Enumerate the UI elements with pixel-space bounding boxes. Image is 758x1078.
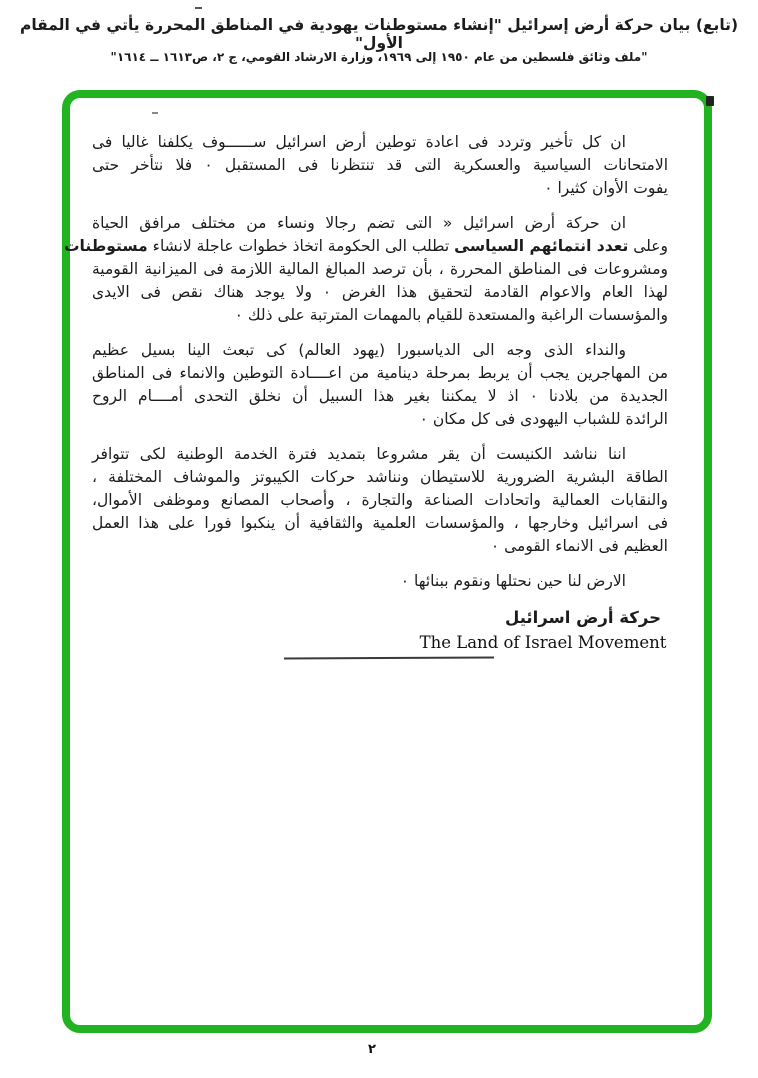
text-line [92,281,668,304]
text-segment: ومشروعات فى المناطق المحررة ، بأن ترصد المبالغ المالية اللازمة فى الميزانية القومية [92,260,668,278]
text-segment: ان كل تأخير وتردد فى اعادة توطين أرض اسرائيل ســــــوف يكلفنا غاليا فى [92,133,626,151]
letter-paragraphs [63,131,668,593]
signature-arabic: حركة أرض اسرائيل [504,608,662,627]
text-line [92,466,668,489]
page-number: ٢ [368,1042,376,1057]
header-source-citation: "ملف وثائق فلسطين من عام ١٩٥٠ إلى ١٩٦٩، وزارة الارشاد القومي، ج ٢، ص١٦١٣ ــ ١٦١٤" [110,50,648,64]
stray-scan-mark [152,112,158,114]
bold-text-segment: تعدد انتمائهم السياسى [454,237,629,255]
text-line [92,304,668,327]
paragraph [92,570,668,593]
text-line [92,570,668,593]
text-segment: العظيم فى الانماء القومى ٠ [490,537,668,555]
paragraph [92,443,668,558]
text-segment: من المهاجرين يجب أن يربط بمرحلة دينامية من اعــــادة التوطين والانماء فى المناطق [92,364,668,382]
header-title: (تابع) بيان حركة أرض إسرائيل "إنشاء مستوطنات يهودية في المناطق المحررة يأتي في المقام الأول" [19,16,739,52]
text-segment: والمؤسسات الراغبة والمستعدة للقيام بالمهمات المترتبة على ذلك ٠ [234,306,668,324]
text-line [92,258,668,281]
text-segment: وعلى [628,237,668,255]
text-line [92,535,668,558]
text-line [92,362,668,385]
text-line [92,131,668,154]
text-line [92,212,668,235]
paragraph [63,212,668,327]
text-line [92,177,668,200]
paragraph [92,339,668,431]
scan-artifact-notch [706,96,714,106]
text-line [92,512,668,535]
text-line [92,385,668,408]
paragraph [92,131,668,200]
text-segment: والنداء الذى وجه الى الدياسبورا (يهود العالم) كى تبعث الينا بسيل عظيم [92,341,626,359]
text-segment: فى اسرائيل وخارجها ، والمؤسسات العلمية والثقافية أن ينكبوا فورا على هذا العمل [92,514,668,532]
text-segment: الطاقة البشرية الضرورية للاستيطان ونناشد حركات الكيبوتز والموشاف المختلفة ، [92,468,668,486]
text-line [92,489,668,512]
text-segment: تطلب الى الحكومة اتخاذ خطوات عاجلة لانشاء [147,237,455,255]
text-segment: الامتحانات السياسية والعسكرية التى قد تنتظرنا فى المستقبل ٠ فلا نتأخر حتى [92,156,668,174]
signature-english: The Land of Israel Movement [419,633,667,652]
divider-line [284,657,494,660]
green-border-frame [62,90,712,1033]
text-line [92,339,668,362]
text-segment: الجديدة من بلادنا ٠ اذ لا يمكننا بغير هذا السبيل أن نخلق التحدى أمــــام الروح [92,387,668,405]
bold-text-segment: مستوطنات [63,237,148,255]
stray-scan-mark [195,7,202,9]
letter-body [63,131,668,654]
text-segment: لهذا العام والاعوام القادمة لتحقيق هذا الغرض ٠ ولا يوجد هناك نقص فى الايدى [92,283,668,301]
text-line [92,154,668,177]
text-segment: الارض لنا حين نحتلها ونقوم ببنائها ٠ [400,572,626,590]
text-line [92,408,668,431]
text-segment: ان حركة أرض اسرائيل « التى تضم رجالا ونساء من مختلف مرافق الحياة [92,214,626,232]
text-segment: والنقابات العمالية واتحادات الصناعة والتجارة ، وأصحاب المصانع وموظفى الأموال، [92,491,668,509]
text-segment: الرائدة للشباب اليهودى فى كل مكان ٠ [419,410,668,428]
text-segment: اننا نناشد الكنيست أن يقر مشروعا بتمديد فترة الخدمة الوطنية لكى تتوافر [92,445,626,463]
text-line [63,235,668,258]
text-segment: يفوت الأوان كثيرا ٠ [544,179,668,197]
text-line [92,443,668,466]
